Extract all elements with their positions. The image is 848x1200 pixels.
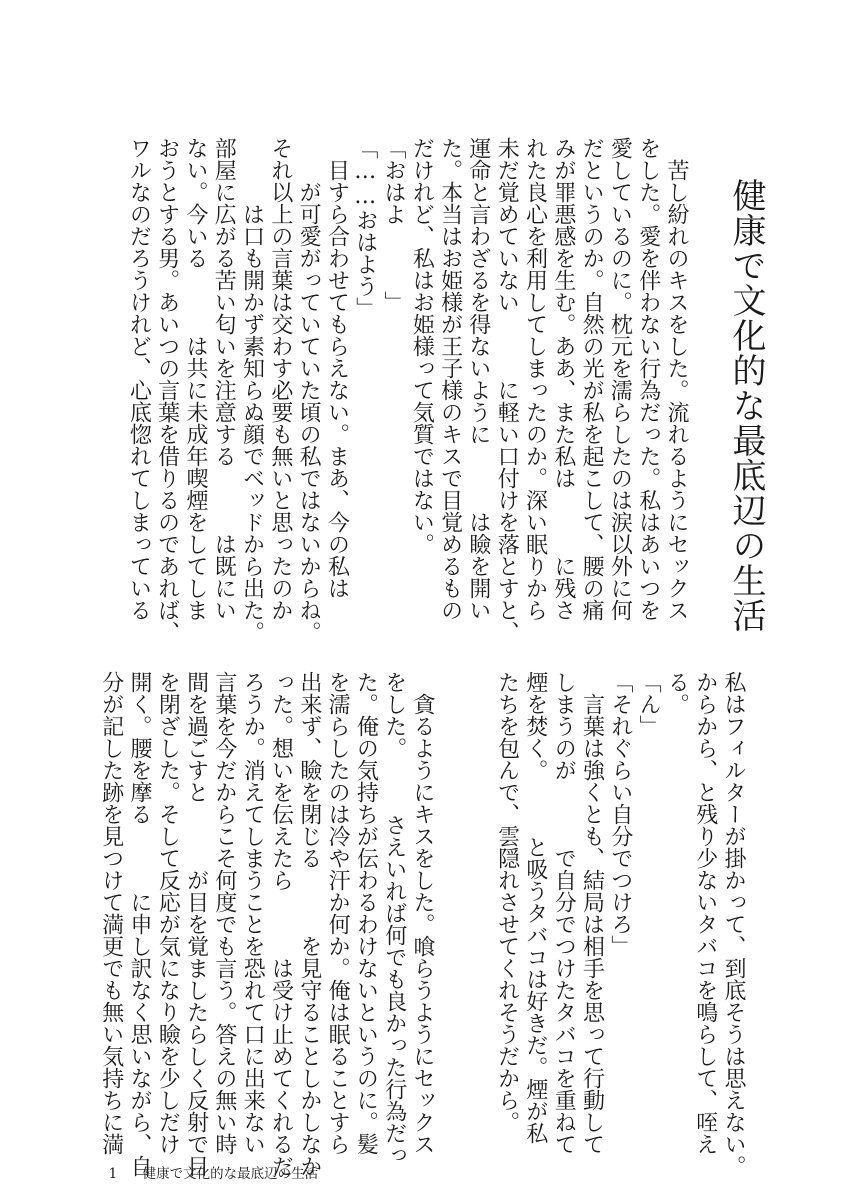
- page-title: 健康で文化的な最底辺の生活: [726, 178, 766, 633]
- running-title: 健康で文化的な最底辺の生活: [142, 1166, 319, 1182]
- body-text-lower-left: 貪るようにキスをした。喰らうようにセックス をした。 さえいれば何でも良かった行為だっ た。俺の気持ちが伝わるわけないというのに。髪 を濡らしたのは冷や汗か何か。俺は眠ることすら 出来ず、瞼を閉じる を見守ることしかしなか った。想いを伝えたら は受け止めてくれるだ ろうか。消えてしまうことを恐れて口に出来ない 言葉を今だからこそ何度でも言う。答えの無い時 間を過ごすと が目を覚ましたらしく反射で目 を閉ざした。そして反応が気になり瞼を少しだけ 開く。腰を摩る に申し訳なく思いながら、自 分が記した跡を見つけて満更でも無い気持ちに満: [98, 671, 435, 1177]
- page-footer: [100, 1146, 318, 1182]
- body-text-upper: 苦し紛れのキスをした。流れるようにセックス をした。愛を伴わない行為だった。私はあいつを 愛しているのに。枕元を濡らしたのは涙以外に何 だというのか。自然の光が私を起こして、腰の痛 みが罪悪感を生む。ああ、また私は に残さ れた良心を利用してしまったのか。深い眠りから 未だ覚めていない に軽い口付けを落とすと、 運命と言わざるを得ないように は瞼を開い た。本当はお姫様が王子様のキスで目覚めるもの だけれど、私はお姫様って気質ではない。 「おはよ 」 「……おはよう」 目すら合わせてもらえない。まあ、今の私は が可愛がっていていた頃の私ではないからね。 それ以上の言葉は交わす必要も無いと思ったのか は口も開かず素知らぬ顔でベッドから出た。 部屋に広がる苦い匂いを注意する は既にい ない。今いる は共に未成年喫煙をしてしま おうとする男。あいつの言葉を借りるのであれば、 ワルなのだろうけれど、心底惚れてしまっている: [126, 137, 689, 643]
- body-text-lower-right: 私はフィルターが掛かって、到底そうは思えない。 からから、と残り少ないタバコを鳴らして、咥え る。 「ん」 「それぐらい自分でつけろ」 言葉は強くとも、結局は相手を思って行動して しまうのが で自分でつけたタバコを重ねて 煙を焚く。 と吸うタバコは好きだ。煙が私 たちを包んで、雲隠れさせてくれそうだから。: [494, 671, 746, 1177]
- page-number: 1: [108, 1166, 118, 1182]
